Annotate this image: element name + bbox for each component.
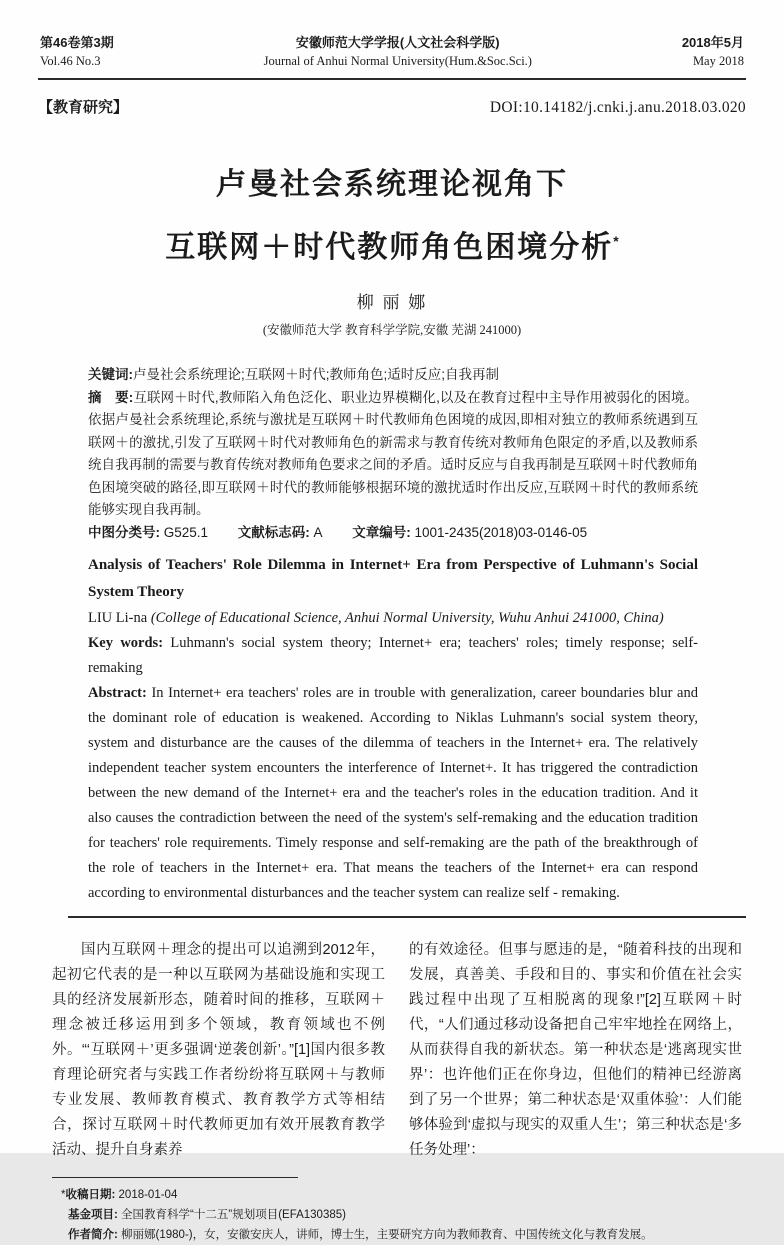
english-abstract-text: In Internet+ era teachers' roles are in trouble with generalization, career boundaries blur and the dominant role of education is weakened. According to Niklas Luhmann's social system theory, system and disturbance are the causes of the dilemma of teachers in the Internet+ era. The relatively independent teacher system encounters the interference of Internet+. It has triggered the contradiction between the new demand of the Internet+ era and the teacher's roles in the education tradition. And it also causes the contradiction between the need of the system's self-remaking and the education tradition for teachers' role requirements. Timely response and self-remaking are the path of the breakthrough of the role of teachers in the Internet+ era. That means the teachers of the Internet+ era can respond according to environmental disturbances and the teacher system can realize self - remaking. [88, 685, 698, 901]
chinese-meta-block [88, 364, 698, 544]
date-cn: 2018年5月 [681, 35, 744, 50]
body-text-right: 的有效途径。但事与愿违的是，“随着科技的出现和发展，真善美、手段和目的、事实和价值在社会实践过程中出现了互相脱离的现象!”[2]互联网＋时代，“人们通过移动设备把自己牢牢地拴在网络上，从而获得自我的新状态。第一种状态是‘逃离现实世界’：也许他们正在你身边，但他们的精神已经游离到了另一个世界；第二种状态是‘双重体验’：人们能够体验到‘虚拟与现实的双重人生’；第三种状态是‘多任务处理’： [409, 942, 742, 1158]
english-affiliation: (College of Educational Science, Anhui Normal University, Wuhu Anhui 241000, China) [150, 610, 664, 626]
english-abstract [88, 681, 698, 906]
body-column-right [409, 938, 742, 1163]
footnote-asterisk: * [61, 1189, 66, 1201]
date-en: May 2018 [692, 54, 744, 68]
body-text-left: 国内互联网＋理念的提出可以追溯到2012年，起初它代表的是一种以互联网为基础设施和实现工具的经济发展新形态，随着时间的推移，互联网＋理念被迁移运用到多个领域，教育领域也不例外。“‘互联网＋’更多强调‘逆袭创新’。”[1]国内很多教育理论研究者与实践工作者纷纷将互联网＋与教师专业发展、教师教育模式、教育教学方式等相结合，探讨互联网＋时代教师更加有效开展教育教学活动、提升自身素养 [52, 942, 385, 1158]
title-footnote-marker: * [613, 233, 619, 249]
english-author-line [88, 606, 698, 631]
keywords-label: 关键词: [88, 367, 133, 382]
section-label: 【教育研究】 [38, 99, 129, 116]
author-name: 柳 丽 娜 [356, 293, 428, 312]
body-columns [52, 938, 742, 1163]
footnote-lines [52, 1178, 746, 1245]
english-meta-block [88, 552, 698, 906]
footnote-block [52, 1177, 746, 1245]
english-author: LIU Li-na [88, 610, 151, 626]
header-volume-issue [40, 34, 114, 70]
journal-title-cn: 安徽师范大学学报(人文社会科学版) [295, 35, 500, 50]
article-title [38, 157, 746, 276]
clc-number: 中图分类号: G525.1 [88, 524, 209, 540]
header-journal-title [264, 34, 532, 70]
abstract-label-cn: 摘 要: [88, 389, 134, 405]
english-keywords-line [88, 631, 698, 681]
article-title-line2: 互联网＋时代教师角色困境分析* [165, 231, 619, 264]
abstract-cn [88, 387, 698, 522]
abstract-text-cn: 互联网＋时代,教师陷入角色泛化、职业边界模糊化,以及在教育过程中主导作用被弱化的困境。依据卢曼社会系统理论,系统与激扰是互联网＋时代教师角色困境的成因,即相对独立的教师系统遇到互联网＋的激扰,引发了互联网＋时代对教师角色的新需求与教育传统对教师角色限定的矛盾,以及教师系统自我再制的需要与教育传统对教师角色要求之间的矛盾。适时反应与自我再制是互联网＋时代教师角色困境突破的路径,即互联网＋时代的教师能够根据环境的激扰适时作出反应,互联网＋时代的教师系统能够实现自我再制。 [88, 389, 698, 517]
footnote-fund: 基金项目: 全国教育科学“十二五”规划项目(EFA130385) [68, 1209, 346, 1221]
body-column-left [52, 938, 385, 1163]
keywords-line [88, 364, 698, 387]
header-date [682, 34, 744, 70]
english-keywords: Luhmann's social system theory; Internet+ era; teachers' roles; timely response; self-remaking [88, 635, 698, 676]
journal-header [38, 30, 746, 80]
keywords-text: 卢曼社会系统理论;互联网＋时代;教师角色;适时反应;自我再制 [133, 367, 500, 382]
journal-title-en: Journal of Anhui Normal University(Hum.&Soc.Sci.) [263, 54, 532, 68]
article-title-line1: 卢曼社会系统理论视角下 [216, 168, 568, 201]
author-affiliation: (安徽师范大学 教育科学学院,安徽 芜湖 241000) [262, 323, 522, 337]
footnote-bio: 作者简介: 柳丽娜(1980-)，女，安徽安庆人，讲师，博士生，主要研究方向为教师教育、中国传统文化与教育发展。 [68, 1229, 653, 1241]
volume-issue-en: Vol.46 No.3 [40, 54, 101, 68]
footnote-received: *收稿日期: 2018-01-04 [68, 1185, 746, 1205]
english-title: Analysis of Teachers' Role Dilemma in Internet+ Era from Perspective of Luhmann's Social System Theory [88, 557, 698, 600]
section-doi-row [38, 96, 746, 117]
doi-text: DOI:10.14182/j.cnki.j.anu.2018.03.020 [489, 99, 746, 116]
classification-line [88, 522, 698, 545]
article-id: 文章编号: 1001-2435(2018)03-0146-05 [352, 524, 588, 540]
english-keywords-label: Key words: [88, 635, 164, 651]
abstract-body-divider [68, 916, 746, 918]
english-abstract-label: Abstract: [88, 685, 147, 701]
document-code: 文献标志码: A [237, 524, 323, 540]
volume-issue-cn: 第46卷第3期 [40, 35, 114, 50]
